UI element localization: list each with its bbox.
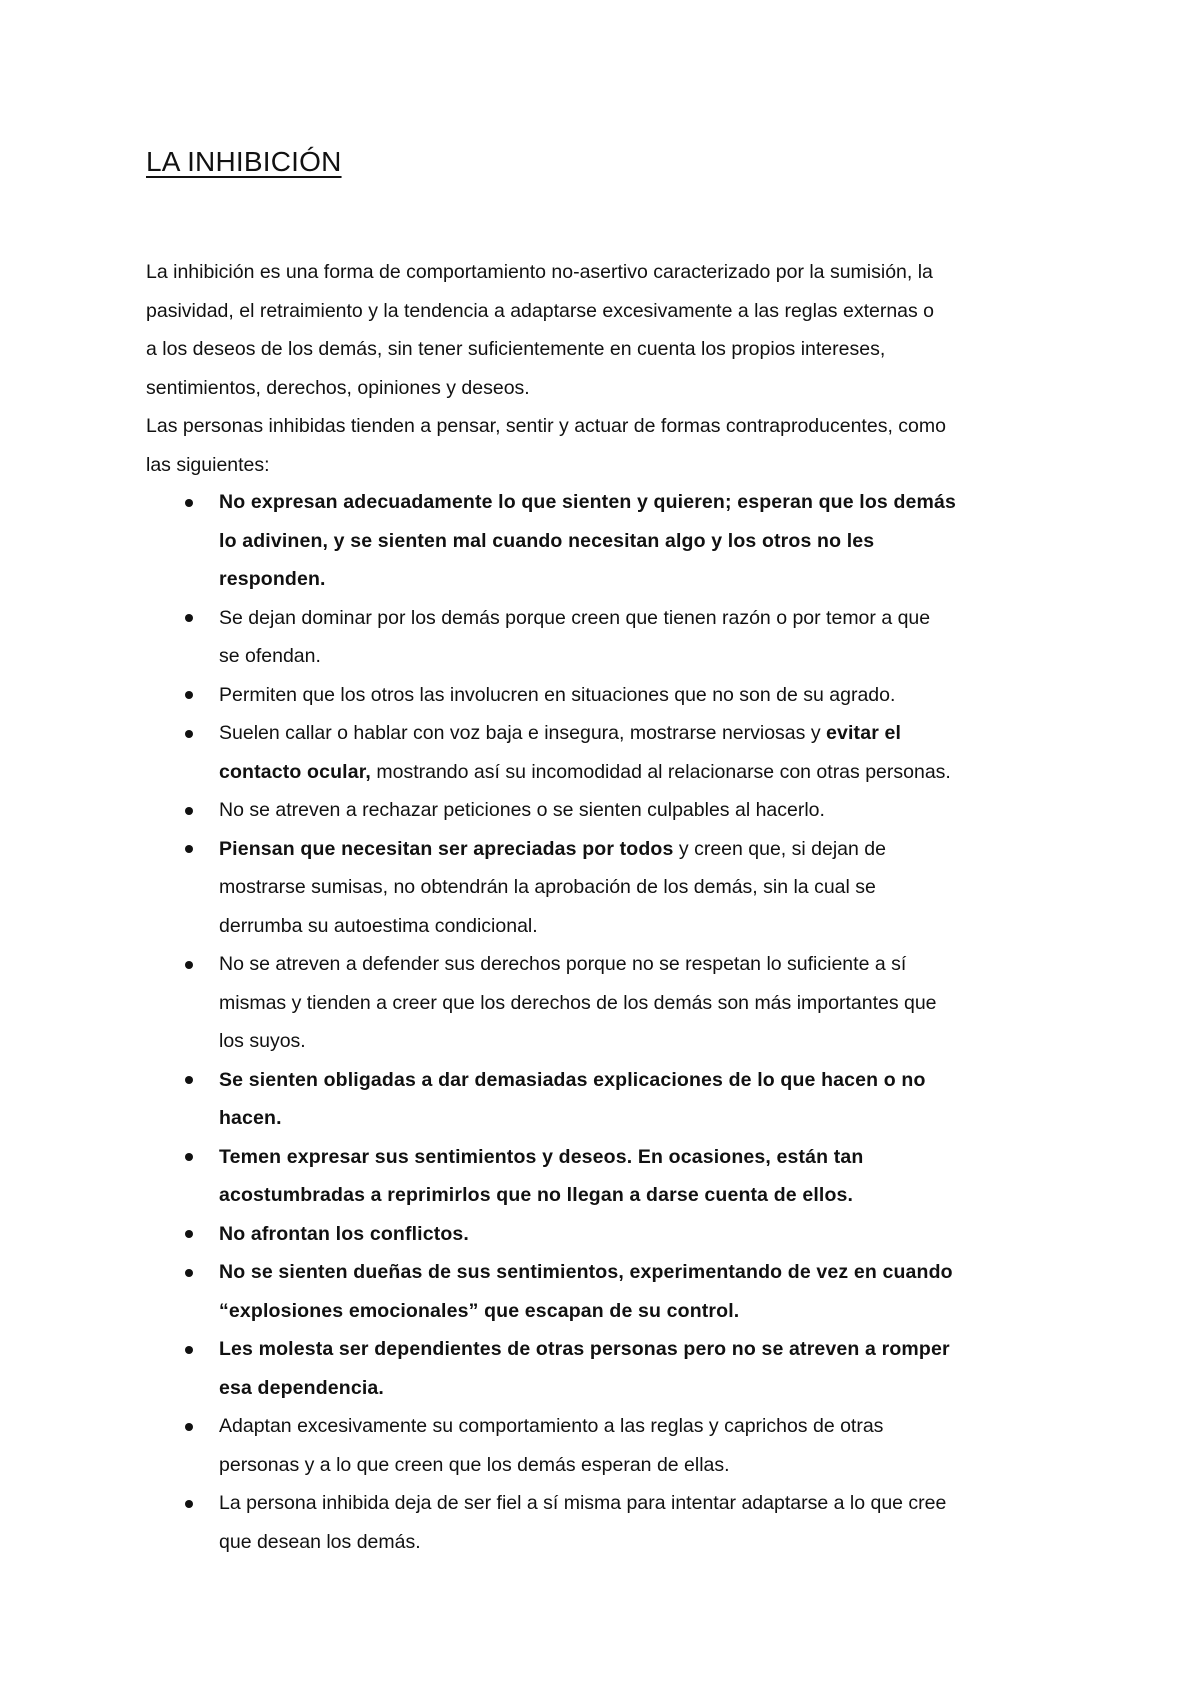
list-item-line	[219, 1523, 1066, 1562]
regular-text: se ofendan.	[219, 645, 321, 667]
intro-paragraph	[146, 253, 1066, 484]
regular-text: Suelen callar o hablar con voz baja e insegura, mostrarse nerviosas y	[219, 722, 826, 744]
list-item	[146, 1138, 1066, 1215]
bullet-dot-icon	[185, 807, 193, 815]
bold-text: acostumbradas a reprimirlos que no llegan a darse cuenta de ellos.	[219, 1184, 854, 1206]
list-item-line	[219, 676, 1066, 715]
list-item	[146, 676, 1066, 715]
intro-line: sentimientos, derechos, opiniones y deseos.	[146, 376, 530, 399]
list-item-line	[219, 1253, 1066, 1292]
regular-text: personas y a lo que creen que los demás esperan de ellas.	[219, 1453, 730, 1476]
bullet-dot-icon	[185, 1269, 193, 1277]
bold-text: hacen.	[219, 1107, 282, 1129]
list-item	[146, 1215, 1066, 1254]
bold-text: Se sienten obligadas a dar demasiadas explicaciones de lo que hacen o no	[219, 1068, 926, 1091]
regular-text: Permiten que los otros las involucren en situaciones que no son de su agrado.	[219, 683, 896, 706]
bold-text: Les molesta ser dependientes de otras personas pero no se atreven a romper	[219, 1338, 950, 1360]
bullet-dot-icon	[185, 614, 193, 622]
bullet-dot-icon	[185, 845, 193, 853]
list-item	[146, 1253, 1066, 1330]
list-item-line	[219, 1138, 1066, 1177]
bold-text: contacto ocular,	[219, 760, 371, 783]
list-item-line	[219, 1369, 1066, 1408]
list-item	[146, 483, 1066, 599]
bullet-dot-icon	[185, 1423, 193, 1431]
list-lead-paragraph	[146, 407, 1066, 484]
list-item	[146, 1061, 1066, 1138]
regular-text: derrumba su autoestima condicional.	[219, 914, 538, 937]
regular-text: No se atreven a defender sus derechos porque no se respetan lo suficiente a sí	[219, 953, 907, 975]
regular-text: mostrarse sumisas, no obtendrán la aprobación de los demás, sin la cual se	[219, 876, 876, 898]
list-item-line	[219, 984, 1066, 1023]
intro-line: a los deseos de los demás, sin tener suficientemente en cuenta los propios intereses,	[146, 338, 886, 360]
list-item-line	[219, 830, 1066, 869]
list-item	[146, 714, 1066, 791]
bullet-dot-icon	[185, 1076, 193, 1084]
regular-text: La persona inhibida deja de ser fiel a sí misma para intentar adaptarse a lo que cree	[219, 1492, 947, 1514]
regular-text: y creen que, si dejan de	[673, 837, 886, 860]
list-item-line	[219, 868, 1066, 907]
bold-text: Temen expresar sus sentimientos y deseos. En ocasiones, están tan	[219, 1145, 864, 1168]
list-item-line	[219, 907, 1066, 946]
regular-text: los suyos.	[219, 1030, 306, 1052]
regular-text: mismas y tienden a creer que los derechos de los demás son más importantes que	[219, 991, 937, 1014]
list-item-line	[219, 1176, 1066, 1215]
list-item-line	[219, 1407, 1066, 1446]
list-item-line	[219, 1330, 1066, 1369]
list-item-line	[219, 1099, 1066, 1138]
bold-text: No expresan adecuadamente lo que sienten y quieren; esperan que los demás	[219, 491, 957, 513]
bullet-dot-icon	[185, 1153, 193, 1161]
list-item-line	[219, 791, 1066, 830]
list-item-line	[219, 753, 1066, 792]
list-item	[146, 830, 1066, 946]
bullet-dot-icon	[185, 1346, 193, 1354]
intro-line: pasividad, el retraimiento y la tendencia a adaptarse excesivamente a las reglas externas o	[146, 299, 935, 322]
list-item-line	[219, 599, 1066, 638]
bold-text: Piensan que necesitan ser apreciadas por todos	[219, 837, 674, 860]
list-item	[146, 1484, 1066, 1561]
list-item-line	[219, 483, 1066, 522]
behavior-bullet-list	[146, 483, 1066, 1561]
bold-text: esa dependencia.	[219, 1376, 384, 1399]
list-item	[146, 945, 1066, 1061]
list-item-line	[219, 560, 1066, 599]
document-title: LA INHIBICIÓN	[146, 146, 342, 177]
list-item-line	[219, 1292, 1066, 1331]
bullet-dot-icon	[185, 730, 193, 738]
regular-text: No se atreven a rechazar peticiones o se sienten culpables al hacerlo.	[219, 799, 825, 821]
list-item-line	[219, 714, 1066, 753]
bold-text: No afrontan los conflictos.	[219, 1222, 469, 1245]
list-item-line	[219, 1061, 1066, 1100]
intro-line: La inhibición es una forma de comportamiento no-asertivo caracterizado por la sumisión, la	[146, 261, 933, 283]
list-item-line	[219, 637, 1066, 676]
list-item-line	[219, 1484, 1066, 1523]
regular-text: que desean los demás.	[219, 1530, 421, 1553]
list-item-line	[219, 522, 1066, 561]
list-item-line	[219, 1022, 1066, 1061]
regular-text: mostrando así su incomodidad al relacionarse con otras personas.	[370, 760, 951, 783]
list-item	[146, 599, 1066, 676]
definition-paragraph	[146, 253, 1066, 407]
bold-text: responden.	[219, 568, 326, 590]
list-item	[146, 791, 1066, 830]
intro-line: las siguientes:	[146, 453, 270, 476]
list-item-line	[219, 1215, 1066, 1254]
list-item	[146, 1330, 1066, 1407]
intro-line: Las personas inhibidas tienden a pensar, sentir y actuar de formas contraproducentes, como	[146, 415, 946, 437]
bold-text: lo adivinen, y se sienten mal cuando necesitan algo y los otros no les	[219, 529, 875, 552]
list-item-line	[219, 1446, 1066, 1485]
list-item	[146, 1407, 1066, 1484]
bullet-dot-icon	[185, 961, 193, 969]
bold-text: evitar el	[826, 722, 902, 744]
bullet-dot-icon	[185, 691, 193, 699]
bold-text: No se sienten dueñas de sus sentimientos, experimentando de vez en cuando	[219, 1261, 953, 1283]
list-item-line	[219, 945, 1066, 984]
bullet-dot-icon	[185, 1500, 193, 1508]
bold-text: “explosiones emocionales” que escapan de su control.	[219, 1299, 740, 1322]
regular-text: Adaptan excesivamente su comportamiento a las reglas y caprichos de otras	[219, 1415, 884, 1437]
regular-text: Se dejan dominar por los demás porque creen que tienen razón o por temor a que	[219, 606, 931, 629]
bullet-dot-icon	[185, 1230, 193, 1238]
bullet-dot-icon	[185, 499, 193, 507]
